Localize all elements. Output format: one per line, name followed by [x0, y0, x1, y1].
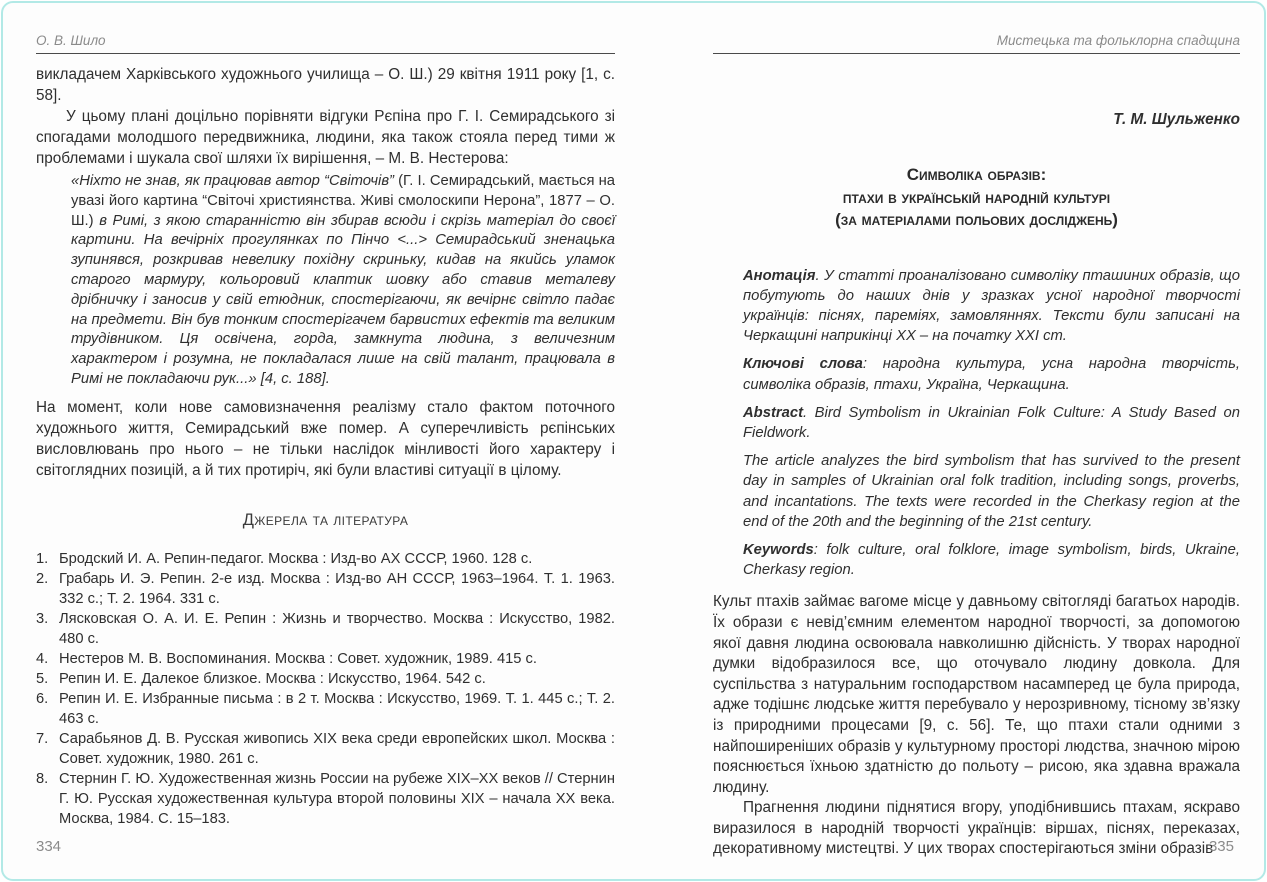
body-paragraph-2: Прагнення людини піднятися вгору, уподібнившись птахам, яскраво виразилося в народній творчості українців: віршах, піснях, переказах, декоративному мистецтві. У цих творах спостерігаються зміни образів: [713, 799, 1240, 858]
paragraph-intro: У цьому плані доцільно порівняти відгуки Рєпіна про Г. І. Семирадського зі спогадами молодшого передвижника, людини, яка також стояла перед тими ж проблемами і шукала свої шляхи їх вирішення, – М. В. Нестерова:: [36, 108, 615, 167]
keywords-en-text: : folk culture, oral folklore, image symbolism, birds, Ukraine, Cherkasy region.: [743, 541, 1240, 579]
reference-item: [36, 569, 615, 609]
abstract-en-label: Abstract: [743, 404, 804, 421]
reference-number: 2.: [36, 570, 49, 587]
reference-item: [36, 609, 615, 649]
reference-number: 1.: [36, 550, 49, 567]
reference-number: 6.: [36, 690, 49, 707]
body-paragraph-1: Культ птахів займає вагоме місце у давньому світогляді багатьох народів. Їх образи є невід’ємним елементом народної творчості, за допомогою якої давня людина освоювала навколишню дійсність. У творах народної думки відобразилося все, що оточувало людину довкола. Для суспільства з натуральним господарством насамперед це була природа, адже тодішнє людське життя перебувало у нерозривному, тісному зв’язку із природними процесами [9, с. 56]. Те, що птахи стали одними з найпоширеніших образів у культурному просторі людства, значною мірою пояснюється їхньою здатністю до польоту – рисою, яка здавна вражала людину.: [713, 593, 1240, 796]
block-quote: [71, 172, 615, 390]
references-list: [36, 549, 615, 829]
page-right: [713, 33, 1240, 860]
reference-item: [36, 649, 615, 669]
reference-text: Бродский И. А. Репин-педагог. Москва : Изд-во АХ СССР, 1960. 128 с.: [59, 550, 533, 567]
reference-text: Сарабьянов Д. В. Русская живопись XIX века среди европейских школ. Москва : Совет. художник, 1980. 261 с.: [59, 730, 615, 767]
author-name: Т. М. Шульженко: [1113, 111, 1240, 128]
reference-item: [36, 549, 615, 569]
reference-text: Нестеров М. В. Воспоминания. Москва : Совет. художник, 1989. 415 с.: [59, 650, 537, 667]
page-number-right: 335: [1208, 838, 1234, 855]
keywords-ua: [743, 354, 1240, 394]
reference-text: Репин И. Е. Избранные письма : в 2 т. Москва : Искусство, 1969. Т. 1. 445 с.; Т. 2. 463 с.: [59, 690, 615, 727]
annotation-ua-label: Анотація: [743, 267, 816, 284]
running-head-rule-left: [36, 53, 615, 54]
abstract-en-body: The article analyzes the bird symbolism that has survived to the present day in samples of Ukrainian oral folk tradition, including songs, proverbs, and incantations. The texts were recorded in the Cherkasy region at the end of the 20th and the beginning of the 21st century.: [743, 453, 1240, 530]
paragraph-continuation: викладачем Харківського художнього училища – О. Ш.) 29 квітня 1911 року [1, с. 58].: [36, 66, 615, 104]
reference-item: [36, 669, 615, 689]
references-heading: Джерела та література: [242, 510, 409, 529]
running-head-right: Мистецька та фольклорна спадщина: [996, 33, 1240, 48]
keywords-en: [743, 540, 1240, 580]
reference-item: [36, 769, 615, 829]
article-title-line3: (за матеріалами польових досліджень): [835, 210, 1118, 229]
page-left: [36, 33, 615, 829]
running-head-left: О. В. Шило: [36, 33, 106, 48]
reference-number: 5.: [36, 670, 49, 687]
annotation-block: [743, 266, 1240, 581]
running-head-rule-right: [713, 53, 1240, 54]
article-title: [713, 164, 1240, 232]
quote-part: в Римі, з якою старанністю він збирав всюди і скрізь матеріал до своєї картини. На вечірніх прогулянках по Пінчо <...> Семирадський зненацька зупинявся, розкривав невелику похідну скриньку, кидав на якийсь уламок старого мармуру, кольоровий клаптик шовку або ставив металеву дрібничку і заносив у свій етюдник, спостерігаючи, як вечірнє світло падає на предмети. Він був тонким спостерігачем барвистих ефектів та великим трудівником. Ця освічена, горда, замкнута людина, з величезним характером і розумна, не покладалася лише на свій талант, працювала в Римі не покладаючи рук...» [4, с. 188].: [71, 212, 615, 387]
page-number-left: 334: [36, 838, 62, 855]
reference-item: [36, 689, 615, 729]
reference-text: Стернин Г. Ю. Художественная жизнь России на рубеже XIX–XX веков // Стернин Г. Ю. Русская художественная культура второй половины XIX – начала XX века. Москва, 1984. С. 15–183.: [59, 770, 615, 827]
reference-number: 8.: [36, 770, 49, 787]
quote-part: «Ніхто не знав, як працював автор “Світочів”: [71, 173, 399, 189]
book-spread: [1, 1, 1266, 881]
reference-text: Грабарь И. Э. Репин. 2-е изд. Москва : Изд-во АН СССР, 1963–1964. Т. 1. 1963. 332 с.; Т. 2. 1964. 331 с.: [59, 570, 615, 607]
reference-item: [36, 729, 615, 769]
reference-text: Лясковская О. А. И. Е. Репин : Жизнь и творчество. Москва : Искусство, 1982. 480 с.: [59, 610, 615, 647]
annotation-ua: [743, 266, 1240, 347]
reference-number: 3.: [36, 610, 49, 627]
reference-number: 4.: [36, 650, 49, 667]
reference-text: Репин И. Е. Далекое близкое. Москва : Искусство, 1964. 542 с.: [59, 670, 486, 687]
article-title-line1: Символіка образів:: [906, 165, 1047, 184]
reference-number: 7.: [36, 730, 49, 747]
keywords-ua-text: : народна культура, усна народна творчість, символіка образів, птахи, Україна, Черкащина.: [743, 356, 1240, 393]
keywords-ua-label: Ключові слова: [743, 356, 863, 373]
article-body: [713, 592, 1240, 860]
quote-part: (Г. І. Семирадський, мається на увазі його картина “Світочі християнства. Живі смолоскипи Нерона”, 1877 – О. Ш.): [71, 173, 615, 229]
paragraph-conclusion: На момент, коли нове самовизначення реалізму стало фактом поточного художнього життя, Семирадський вже помер. А суперечливість рєпінських висловлювань про нього – не тільки наслідок мінливості його характеру і світоглядних позицій, а й тих протиріч, які були властиві ситуації в цілому.: [36, 398, 615, 479]
annotation-ua-text: . У статті проаналізовано символіку пташиних образів, що побутують до наших днів у зразках усної народної творчості українців: піснях, пареміях, замовляннях. Тексти були записані на Черкащині наприкінці ХХ – на початку ХХІ ст.: [743, 267, 1240, 345]
abstract-en: [743, 403, 1240, 443]
article-title-line2: птахи в українській народній культурі: [842, 187, 1111, 207]
abstract-en-text: . Bird Symbolism in Ukrainian Folk Culture: A Study Based on Fieldwork.: [743, 404, 1240, 441]
keywords-en-label: Keywords: [743, 541, 814, 558]
